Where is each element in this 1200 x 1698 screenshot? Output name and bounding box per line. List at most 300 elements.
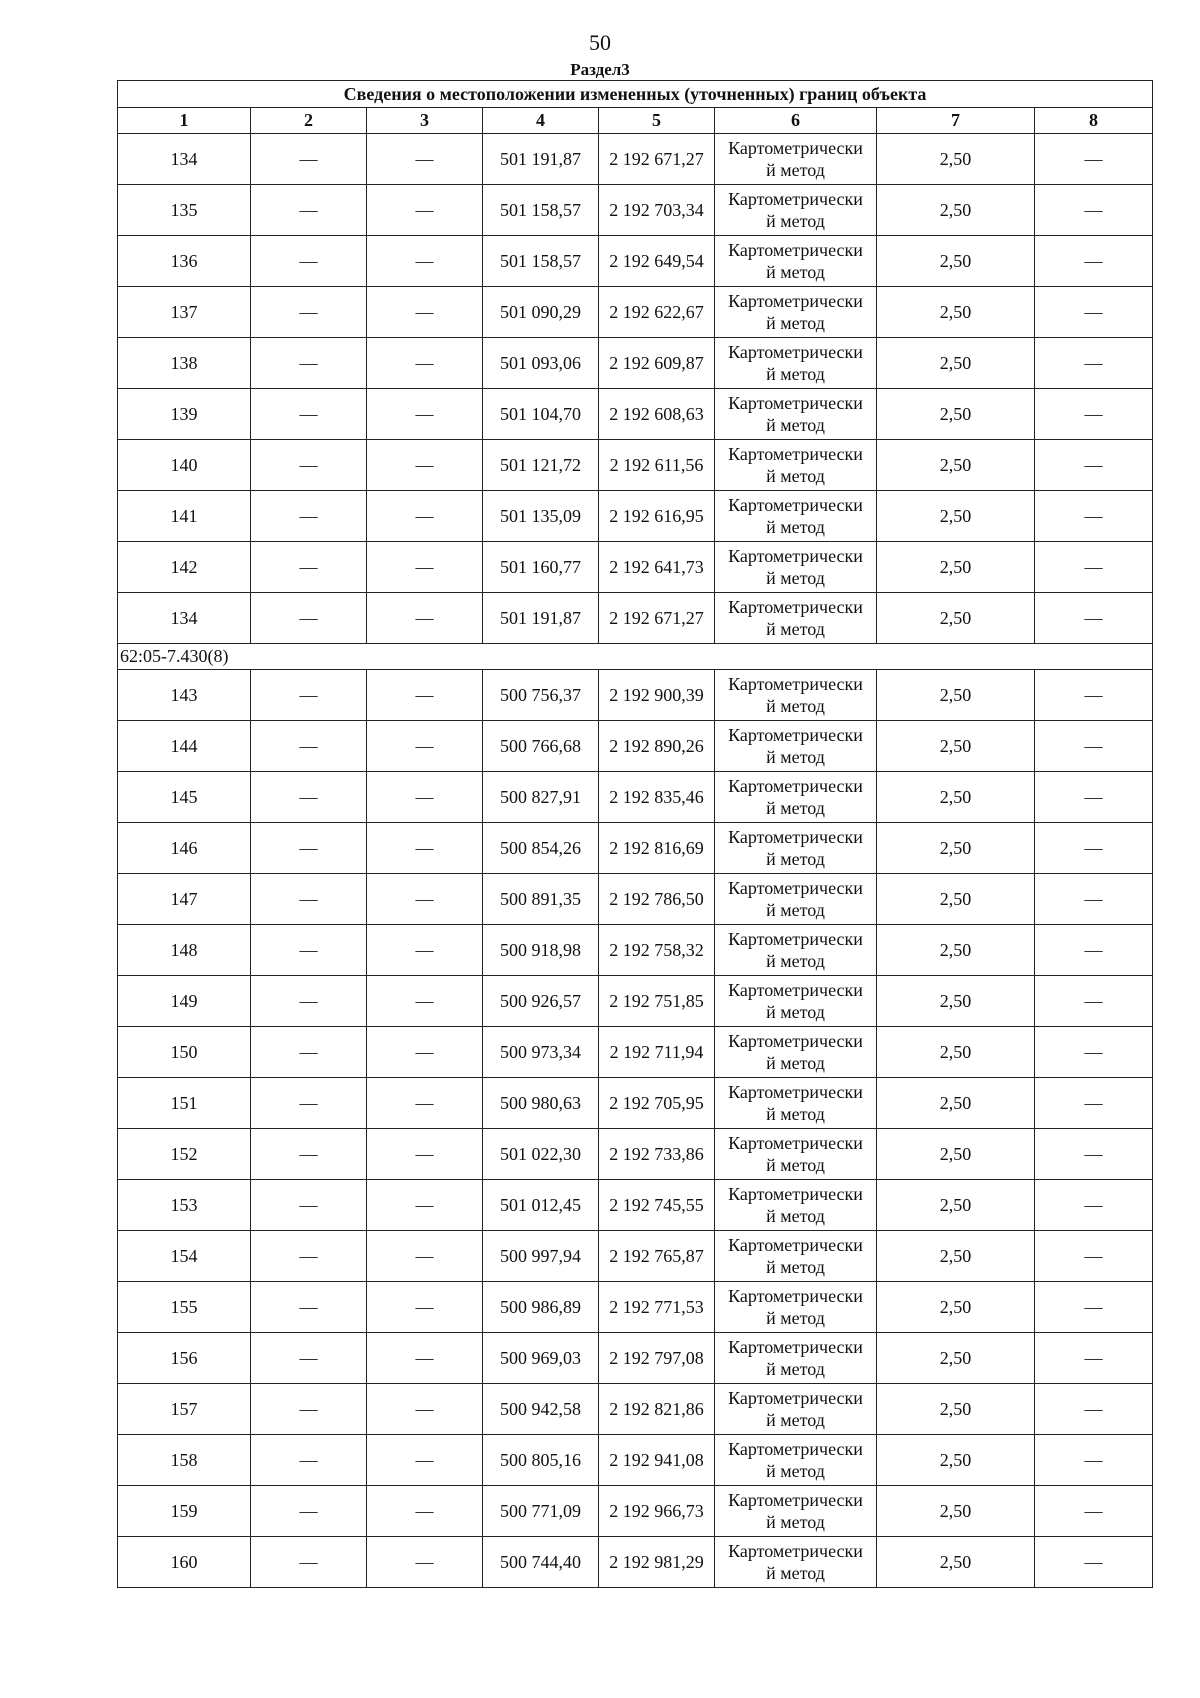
method-cell — [715, 1282, 877, 1333]
point-number: 147 — [118, 874, 251, 925]
point-number: 153 — [118, 1180, 251, 1231]
coordinate-y: 2 192 745,55 — [599, 1180, 715, 1231]
method-label-line-1: Картометрически — [728, 189, 863, 209]
empty-dash-cell: — — [251, 1231, 367, 1282]
empty-dash-cell: — — [1035, 236, 1153, 287]
accuracy-value: 2,50 — [877, 440, 1035, 491]
method-label-line-2: й метод — [766, 1308, 825, 1328]
method-cell — [715, 1435, 877, 1486]
method-cell — [715, 823, 877, 874]
point-number: 158 — [118, 1435, 251, 1486]
empty-dash-cell: — — [251, 670, 367, 721]
method-label-line-2: й метод — [766, 619, 825, 639]
empty-dash-cell: — — [251, 1486, 367, 1537]
method-label-line-2: й метод — [766, 466, 825, 486]
accuracy-value: 2,50 — [877, 1231, 1035, 1282]
accuracy-value: 2,50 — [877, 1486, 1035, 1537]
method-label-line-2: й метод — [766, 313, 825, 333]
coordinate-y: 2 192 671,27 — [599, 134, 715, 185]
accuracy-value: 2,50 — [877, 1129, 1035, 1180]
empty-dash-cell: — — [1035, 338, 1153, 389]
method-label-line-1: Картометрически — [728, 444, 863, 464]
empty-dash-cell: — — [367, 389, 483, 440]
coordinate-x: 500 918,98 — [483, 925, 599, 976]
empty-dash-cell: — — [1035, 925, 1153, 976]
method-label-line-2: й метод — [766, 849, 825, 869]
empty-dash-cell: — — [251, 338, 367, 389]
empty-dash-cell: — — [1035, 1180, 1153, 1231]
point-number: 139 — [118, 389, 251, 440]
method-label-line-2: й метод — [766, 1257, 825, 1277]
method-label-line-2: й метод — [766, 568, 825, 588]
method-cell — [715, 1027, 877, 1078]
empty-dash-cell: — — [251, 389, 367, 440]
table-row — [118, 236, 1153, 287]
method-label-line-2: й метод — [766, 1104, 825, 1124]
method-cell — [715, 440, 877, 491]
method-cell — [715, 925, 877, 976]
accuracy-value: 2,50 — [877, 670, 1035, 721]
method-cell — [715, 1180, 877, 1231]
coordinate-y: 2 192 771,53 — [599, 1282, 715, 1333]
empty-dash-cell: — — [251, 1333, 367, 1384]
empty-dash-cell: — — [367, 338, 483, 389]
table-row — [118, 976, 1153, 1027]
method-label-line-2: й метод — [766, 1155, 825, 1175]
accuracy-value: 2,50 — [877, 1435, 1035, 1486]
method-label-line-1: Картометрически — [728, 878, 863, 898]
point-number: 135 — [118, 185, 251, 236]
coordinate-y: 2 192 966,73 — [599, 1486, 715, 1537]
point-number: 138 — [118, 338, 251, 389]
table-row — [118, 925, 1153, 976]
coordinate-x: 501 158,57 — [483, 185, 599, 236]
empty-dash-cell: — — [367, 1333, 483, 1384]
coordinate-y: 2 192 608,63 — [599, 389, 715, 440]
method-label-line-1: Картометрически — [728, 597, 863, 617]
empty-dash-cell: — — [1035, 1333, 1153, 1384]
accuracy-value: 2,50 — [877, 542, 1035, 593]
empty-dash-cell: — — [251, 1282, 367, 1333]
empty-dash-cell: — — [367, 670, 483, 721]
accuracy-value: 2,50 — [877, 491, 1035, 542]
table-row — [118, 491, 1153, 542]
accuracy-value: 2,50 — [877, 1078, 1035, 1129]
table-row — [118, 1231, 1153, 1282]
group-header-row — [118, 644, 1153, 670]
empty-dash-cell: — — [251, 1078, 367, 1129]
coordinate-y: 2 192 835,46 — [599, 772, 715, 823]
empty-dash-cell: — — [367, 185, 483, 236]
coordinate-x: 501 022,30 — [483, 1129, 599, 1180]
coordinate-y: 2 192 797,08 — [599, 1333, 715, 1384]
accuracy-value: 2,50 — [877, 1333, 1035, 1384]
coordinate-x: 500 766,68 — [483, 721, 599, 772]
point-number: 154 — [118, 1231, 251, 1282]
empty-dash-cell: — — [1035, 185, 1153, 236]
method-label-line-1: Картометрически — [728, 1286, 863, 1306]
boundary-coordinates-table — [117, 80, 1153, 1588]
accuracy-value: 2,50 — [877, 338, 1035, 389]
method-label-line-2: й метод — [766, 951, 825, 971]
column-header: 8 — [1035, 108, 1153, 134]
point-number: 155 — [118, 1282, 251, 1333]
point-number: 157 — [118, 1384, 251, 1435]
method-label-line-2: й метод — [766, 1206, 825, 1226]
coordinate-y: 2 192 622,67 — [599, 287, 715, 338]
method-cell — [715, 1384, 877, 1435]
empty-dash-cell: — — [367, 1231, 483, 1282]
point-number: 140 — [118, 440, 251, 491]
coordinate-x: 500 744,40 — [483, 1537, 599, 1588]
empty-dash-cell: — — [251, 1027, 367, 1078]
method-label-line-2: й метод — [766, 900, 825, 920]
method-label-line-1: Картометрически — [728, 827, 863, 847]
method-label-line-2: й метод — [766, 211, 825, 231]
empty-dash-cell: — — [251, 925, 367, 976]
method-cell — [715, 1231, 877, 1282]
coordinate-x: 500 980,63 — [483, 1078, 599, 1129]
empty-dash-cell: — — [367, 976, 483, 1027]
point-number: 134 — [118, 134, 251, 185]
accuracy-value: 2,50 — [877, 593, 1035, 644]
empty-dash-cell: — — [367, 542, 483, 593]
table-row — [118, 874, 1153, 925]
method-label-line-1: Картометрически — [728, 980, 863, 1000]
method-cell — [715, 542, 877, 593]
method-label-line-2: й метод — [766, 364, 825, 384]
empty-dash-cell: — — [1035, 1537, 1153, 1588]
method-cell — [715, 1537, 877, 1588]
method-label-line-2: й метод — [766, 1410, 825, 1430]
accuracy-value: 2,50 — [877, 1282, 1035, 1333]
table-row — [118, 1333, 1153, 1384]
method-label-line-1: Картометрически — [728, 342, 863, 362]
method-label-line-1: Картометрически — [728, 674, 863, 694]
empty-dash-cell: — — [367, 772, 483, 823]
empty-dash-cell: — — [1035, 1384, 1153, 1435]
coordinate-y: 2 192 816,69 — [599, 823, 715, 874]
column-header: 6 — [715, 108, 877, 134]
coordinate-x: 500 942,58 — [483, 1384, 599, 1435]
accuracy-value: 2,50 — [877, 874, 1035, 925]
empty-dash-cell: — — [1035, 134, 1153, 185]
empty-dash-cell: — — [1035, 1129, 1153, 1180]
accuracy-value: 2,50 — [877, 1384, 1035, 1435]
column-header: 7 — [877, 108, 1035, 134]
accuracy-value: 2,50 — [877, 721, 1035, 772]
empty-dash-cell: — — [251, 287, 367, 338]
method-cell — [715, 185, 877, 236]
empty-dash-cell: — — [367, 593, 483, 644]
point-number: 143 — [118, 670, 251, 721]
method-label-line-2: й метод — [766, 1359, 825, 1379]
empty-dash-cell: — — [1035, 670, 1153, 721]
empty-dash-cell: — — [251, 1435, 367, 1486]
table-row — [118, 542, 1153, 593]
empty-dash-cell: — — [1035, 1282, 1153, 1333]
method-cell — [715, 1486, 877, 1537]
point-number: 142 — [118, 542, 251, 593]
coordinate-x: 500 986,89 — [483, 1282, 599, 1333]
empty-dash-cell: — — [1035, 491, 1153, 542]
point-number: 148 — [118, 925, 251, 976]
method-label-line-2: й метод — [766, 415, 825, 435]
empty-dash-cell: — — [367, 1129, 483, 1180]
table-caption-row — [118, 81, 1153, 108]
empty-dash-cell: — — [367, 236, 483, 287]
method-label-line-2: й метод — [766, 1461, 825, 1481]
coordinate-x: 500 854,26 — [483, 823, 599, 874]
empty-dash-cell: — — [367, 1282, 483, 1333]
empty-dash-cell: — — [1035, 772, 1153, 823]
method-label-line-1: Картометрически — [728, 393, 863, 413]
table-row — [118, 1384, 1153, 1435]
method-label-line-1: Картометрически — [728, 1439, 863, 1459]
empty-dash-cell: — — [1035, 1231, 1153, 1282]
method-label-line-2: й метод — [766, 747, 825, 767]
column-header-row — [118, 108, 1153, 134]
empty-dash-cell: — — [367, 874, 483, 925]
coordinate-x: 501 093,06 — [483, 338, 599, 389]
table-row — [118, 1180, 1153, 1231]
empty-dash-cell: — — [251, 185, 367, 236]
accuracy-value: 2,50 — [877, 925, 1035, 976]
method-label-line-2: й метод — [766, 262, 825, 282]
coordinate-x: 501 135,09 — [483, 491, 599, 542]
coordinate-x: 500 827,91 — [483, 772, 599, 823]
empty-dash-cell: — — [1035, 976, 1153, 1027]
point-number: 136 — [118, 236, 251, 287]
method-label-line-1: Картометрически — [728, 929, 863, 949]
accuracy-value: 2,50 — [877, 287, 1035, 338]
coordinate-x: 501 121,72 — [483, 440, 599, 491]
point-number: 145 — [118, 772, 251, 823]
coordinate-x: 501 012,45 — [483, 1180, 599, 1231]
table-row — [118, 1435, 1153, 1486]
coordinate-y: 2 192 649,54 — [599, 236, 715, 287]
empty-dash-cell: — — [1035, 389, 1153, 440]
method-label-line-1: Картометрически — [728, 1541, 863, 1561]
empty-dash-cell: — — [251, 874, 367, 925]
point-number: 160 — [118, 1537, 251, 1588]
empty-dash-cell: — — [1035, 1435, 1153, 1486]
coordinate-y: 2 192 671,27 — [599, 593, 715, 644]
coordinate-y: 2 192 765,87 — [599, 1231, 715, 1282]
table-row — [118, 823, 1153, 874]
coordinate-y: 2 192 758,32 — [599, 925, 715, 976]
empty-dash-cell: — — [1035, 823, 1153, 874]
table-row — [118, 338, 1153, 389]
coordinate-y: 2 192 981,29 — [599, 1537, 715, 1588]
table-row — [118, 440, 1153, 491]
method-label-line-2: й метод — [766, 798, 825, 818]
column-header: 1 — [118, 108, 251, 134]
coordinate-x: 501 191,87 — [483, 593, 599, 644]
method-cell — [715, 593, 877, 644]
empty-dash-cell: — — [251, 542, 367, 593]
empty-dash-cell: — — [367, 1537, 483, 1588]
method-label-line-2: й метод — [766, 1512, 825, 1532]
column-header: 4 — [483, 108, 599, 134]
accuracy-value: 2,50 — [877, 976, 1035, 1027]
method-label-line-1: Картометрически — [728, 546, 863, 566]
method-label-line-1: Картометрически — [728, 1133, 863, 1153]
coordinate-x: 501 191,87 — [483, 134, 599, 185]
empty-dash-cell: — — [1035, 1027, 1153, 1078]
point-number: 146 — [118, 823, 251, 874]
point-number: 137 — [118, 287, 251, 338]
accuracy-value: 2,50 — [877, 236, 1035, 287]
method-cell — [715, 1129, 877, 1180]
coordinate-y: 2 192 751,85 — [599, 976, 715, 1027]
table-row — [118, 1129, 1153, 1180]
table-row — [118, 287, 1153, 338]
coordinate-x: 501 160,77 — [483, 542, 599, 593]
column-header: 3 — [367, 108, 483, 134]
coordinate-y: 2 192 703,34 — [599, 185, 715, 236]
method-cell — [715, 1078, 877, 1129]
empty-dash-cell: — — [367, 1078, 483, 1129]
empty-dash-cell: — — [367, 491, 483, 542]
empty-dash-cell: — — [367, 721, 483, 772]
coordinate-y: 2 192 900,39 — [599, 670, 715, 721]
accuracy-value: 2,50 — [877, 772, 1035, 823]
accuracy-value: 2,50 — [877, 1537, 1035, 1588]
coordinate-x: 500 997,94 — [483, 1231, 599, 1282]
empty-dash-cell: — — [1035, 287, 1153, 338]
empty-dash-cell: — — [1035, 1486, 1153, 1537]
coordinate-y: 2 192 890,26 — [599, 721, 715, 772]
accuracy-value: 2,50 — [877, 823, 1035, 874]
coordinate-x: 500 973,34 — [483, 1027, 599, 1078]
empty-dash-cell: — — [1035, 593, 1153, 644]
method-label-line-1: Картометрически — [728, 138, 863, 158]
column-header: 5 — [599, 108, 715, 134]
empty-dash-cell: — — [251, 1129, 367, 1180]
empty-dash-cell: — — [367, 1486, 483, 1537]
method-label-line-1: Картометрически — [728, 1388, 863, 1408]
table-row — [118, 185, 1153, 236]
table-row — [118, 1078, 1153, 1129]
empty-dash-cell: — — [251, 976, 367, 1027]
empty-dash-cell: — — [1035, 440, 1153, 491]
method-cell — [715, 287, 877, 338]
method-cell — [715, 338, 877, 389]
point-number: 152 — [118, 1129, 251, 1180]
empty-dash-cell: — — [251, 1384, 367, 1435]
accuracy-value: 2,50 — [877, 134, 1035, 185]
method-label-line-1: Картометрически — [728, 240, 863, 260]
method-label-line-1: Картометрически — [728, 1031, 863, 1051]
method-label-line-1: Картометрически — [728, 1490, 863, 1510]
method-label-line-1: Картометрически — [728, 776, 863, 796]
empty-dash-cell: — — [251, 721, 367, 772]
column-header: 2 — [251, 108, 367, 134]
empty-dash-cell: — — [367, 1435, 483, 1486]
empty-dash-cell: — — [367, 287, 483, 338]
coordinate-y: 2 192 711,94 — [599, 1027, 715, 1078]
coordinate-x: 500 771,09 — [483, 1486, 599, 1537]
empty-dash-cell: — — [367, 1027, 483, 1078]
empty-dash-cell: — — [251, 236, 367, 287]
empty-dash-cell: — — [251, 593, 367, 644]
group-label: 62:05-7.430(8) — [118, 644, 1153, 670]
point-number: 134 — [118, 593, 251, 644]
table-caption: Сведения о местоположении измененных (уточненных) границ объекта — [118, 81, 1153, 108]
empty-dash-cell: — — [251, 772, 367, 823]
method-cell — [715, 1333, 877, 1384]
method-label-line-2: й метод — [766, 1002, 825, 1022]
table-row — [118, 1537, 1153, 1588]
section-title: Раздел3 — [570, 60, 630, 79]
coordinate-y: 2 192 609,87 — [599, 338, 715, 389]
method-label-line-1: Картометрически — [728, 1082, 863, 1102]
empty-dash-cell: — — [251, 1180, 367, 1231]
empty-dash-cell: — — [1035, 1078, 1153, 1129]
page-number: 50 — [589, 30, 611, 55]
accuracy-value: 2,50 — [877, 185, 1035, 236]
method-label-line-1: Картометрически — [728, 291, 863, 311]
method-cell — [715, 389, 877, 440]
method-cell — [715, 491, 877, 542]
point-number: 144 — [118, 721, 251, 772]
coordinate-x: 500 969,03 — [483, 1333, 599, 1384]
method-label-line-2: й метод — [766, 1563, 825, 1583]
table-row — [118, 134, 1153, 185]
point-number: 156 — [118, 1333, 251, 1384]
empty-dash-cell: — — [1035, 874, 1153, 925]
coordinate-x: 500 891,35 — [483, 874, 599, 925]
empty-dash-cell: — — [367, 823, 483, 874]
method-label-line-1: Картометрически — [728, 1235, 863, 1255]
coordinate-y: 2 192 821,86 — [599, 1384, 715, 1435]
method-cell — [715, 134, 877, 185]
point-number: 149 — [118, 976, 251, 1027]
coordinate-y: 2 192 733,86 — [599, 1129, 715, 1180]
method-label-line-1: Картометрически — [728, 1184, 863, 1204]
coordinate-x: 501 158,57 — [483, 236, 599, 287]
coordinate-y: 2 192 786,50 — [599, 874, 715, 925]
coordinate-x: 500 756,37 — [483, 670, 599, 721]
empty-dash-cell: — — [367, 1180, 483, 1231]
method-label-line-1: Картометрически — [728, 495, 863, 515]
point-number: 150 — [118, 1027, 251, 1078]
method-cell — [715, 976, 877, 1027]
coordinate-y: 2 192 616,95 — [599, 491, 715, 542]
method-label-line-2: й метод — [766, 160, 825, 180]
empty-dash-cell: — — [251, 134, 367, 185]
point-number: 151 — [118, 1078, 251, 1129]
method-label-line-2: й метод — [766, 1053, 825, 1073]
accuracy-value: 2,50 — [877, 389, 1035, 440]
method-cell — [715, 670, 877, 721]
empty-dash-cell: — — [251, 1537, 367, 1588]
table-row — [118, 721, 1153, 772]
empty-dash-cell: — — [367, 925, 483, 976]
table-row — [118, 1486, 1153, 1537]
table-row — [118, 772, 1153, 823]
empty-dash-cell: — — [367, 134, 483, 185]
method-cell — [715, 772, 877, 823]
method-label-line-1: Картометрически — [728, 1337, 863, 1357]
coordinate-x: 500 926,57 — [483, 976, 599, 1027]
coordinate-y: 2 192 705,95 — [599, 1078, 715, 1129]
empty-dash-cell: — — [251, 440, 367, 491]
table-row — [118, 593, 1153, 644]
method-cell — [715, 236, 877, 287]
empty-dash-cell: — — [1035, 721, 1153, 772]
